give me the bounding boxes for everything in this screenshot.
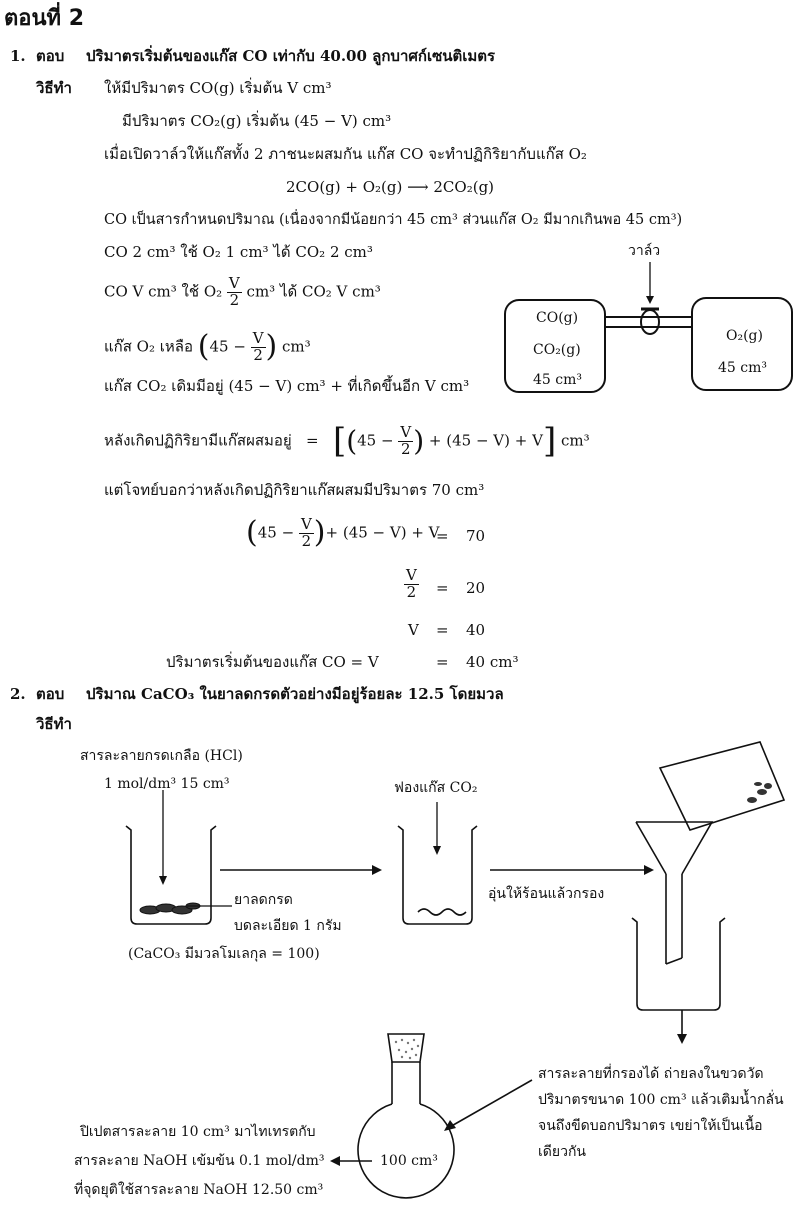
titration-line-2: สารละลาย NaOH เข้มข้น 0.1 mol/dm³ [74, 1153, 325, 1169]
q1-eq1-sign: = [436, 527, 449, 545]
arrow-step-3-head [677, 1034, 687, 1044]
arrow-step-4 [448, 1080, 532, 1128]
q1-line5: CO 2 cm³ ใช้ O₂ 1 cm³ ได้ CO₂ 2 cm³ [104, 243, 373, 261]
antacid-powder [140, 903, 200, 914]
bubbles-label: ฟองแก๊ส CO₂ [394, 780, 478, 796]
q1-method-label: วิธีทำ [36, 79, 72, 97]
filtrate-line-3: จนถึงขีดบอกปริมาตร เขย่าให้เป็นเนื้อ [538, 1118, 763, 1134]
q1-answer: ปริมาตรเริ่มต้นของแก๊ส CO เท่ากับ 40.00 ลูกบาศก์เซนติเมตร [86, 47, 496, 65]
bubbles-pointer-arrow [433, 846, 441, 855]
arrow-step-2-head [644, 865, 654, 875]
arrow-step-1-head [372, 865, 382, 875]
flask-stopper [388, 1034, 424, 1062]
right-vessel-label-2: 45 cm³ [718, 360, 767, 376]
filtrate-line-1: สารละลายที่กรองได้ ถ่ายลงในขวดวัด [538, 1066, 764, 1082]
valve-body [641, 310, 659, 334]
q1-answer-label: ตอบ [36, 47, 65, 65]
left-vessel-label-3: 45 cm³ [533, 372, 582, 388]
beaker-3 [632, 918, 725, 1010]
q1-line6: CO V cm³ ใช้ O₂ $\frac{V}{2}$ cm³ ได้ CO₂ V cm³ [104, 274, 381, 309]
fraction-v-over-2: $\frac{V}{2}$ [300, 515, 312, 550]
q1-final-value: 40 cm³ [466, 653, 519, 671]
filtrate-line-2: ปริมาตรขนาด 100 cm³ แล้วเติมน้ำกลั่น [538, 1092, 784, 1108]
titration-line-3: ที่จุดยุติใช้สารละลาย NaOH 12.50 cm³ [74, 1182, 324, 1198]
q1-line3: เมื่อเปิดวาล์วให้แก๊สทั้ง 2 ภาชนะผสมกัน แก๊ส CO จะทำปฏิกิริยากับแก๊ส O₂ [104, 145, 587, 163]
q1-eq3-value: 40 [466, 621, 486, 639]
left-vessel-label-2: CO₂(g) [533, 342, 581, 358]
q1-line4: CO เป็นสารกำหนดปริมาณ (เนื่องจากมีน้อยกว่า 45 cm³ ส่วนแก๊ส O₂ มีมากเกินพอ 45 cm³) [104, 212, 683, 228]
hcl-concentration: 1 mol/dm³ 15 cm³ [104, 776, 230, 792]
funnel-right [636, 822, 712, 874]
residue-wave [418, 909, 466, 915]
flask-volume-label: 100 cm³ [380, 1153, 438, 1169]
funnel-stem-tip [666, 958, 682, 964]
filtrate-line-4: เดียวกัน [538, 1144, 586, 1160]
antacid-label-3: (CaCO₃ มีมวลโมเลกุล = 100) [128, 946, 320, 962]
q1-line10: แต่โจทย์บอกว่าหลังเกิดปฏิกิริยาแก๊สผสมมีปริมาตร 70 cm³ [104, 481, 485, 499]
q1-line7: แก๊ส O₂ เหลือ (45 − $\frac{V}{2}$ ) cm³ [104, 329, 311, 364]
flask-bulb [358, 1104, 454, 1198]
q1-line2: มีปริมาตร CO₂(g) เริ่มต้น (45 − V) cm³ [122, 112, 392, 130]
valve-pointer-arrow [646, 296, 654, 304]
page-heading: ตอนที่ 2 [4, 6, 85, 31]
q1-line9: หลังเกิดปฏิกิริยามีแก๊สผสมอยู่ = [(45 − $\frac{V}{2}$ ) + (45 − V) + V] cm³ [104, 421, 590, 461]
q1-number: 1. [10, 47, 26, 65]
heat-filter-label: อุ่นให้ร้อนแล้วกรอง [488, 886, 605, 902]
valve-label: วาล์ว [628, 243, 661, 259]
fraction-v-over-2: $\frac{V}{2}$ [252, 329, 264, 364]
antacid-label-2: บดละเอียด 1 กรัม [234, 918, 342, 934]
q2-method-label: วิธีทำ [36, 715, 72, 733]
arrow-step-5-head [330, 1156, 340, 1166]
q1-final-sign: = [436, 653, 449, 671]
antacid-label-1: ยาลดกรด [234, 892, 293, 908]
fraction-v-over-2: $\frac{V}{2}$ [400, 423, 412, 459]
right-vessel-label-1: O₂(g) [726, 328, 763, 344]
pouring-residue [747, 782, 772, 803]
hcl-pointer-arrow [159, 876, 167, 885]
fraction-v-over-2: $\frac{V}{2}$ [406, 566, 417, 601]
funnel-left [636, 822, 666, 874]
q1-eq1-lhs: (45 − $\frac{V}{2}$ )+ (45 − V) + V [246, 515, 440, 550]
q2-answer-label: ตอบ [36, 685, 65, 703]
q1-line8: แก๊ส CO₂ เดิมมีอยู่ (45 − V) cm³ + ที่เกิดขึ้นอีก V cm³ [104, 377, 470, 395]
left-vessel-label-1: CO(g) [536, 310, 579, 326]
fraction-v-over-2: $\frac{V}{2}$ [228, 274, 240, 309]
q1-eq3-lhs: V [408, 621, 419, 639]
q2-number: 2. [10, 685, 26, 703]
q1-final-lhs: ปริมาตรเริ่มต้นของแก๊ส CO = V [166, 653, 379, 671]
hcl-label: สารละลายกรดเกลือ (HCl) [80, 748, 243, 764]
q1-eq3-sign: = [436, 621, 449, 639]
q2-answer: ปริมาณ CaCO₃ ในยาลดกรดตัวอย่างมีอยู่ร้อยละ 12.5 โดยมวล [86, 685, 504, 703]
q1-eq1-value: 70 [466, 527, 486, 545]
titration-line-1: ปิเปตสารละลาย 10 cm³ มาไทเทรตกับ [80, 1124, 316, 1140]
q1-reaction: 2CO(g) + O₂(g) ⟶ 2CO₂(g) [286, 178, 495, 196]
q1-eq2-sign: = [436, 579, 449, 597]
q1-line1: ให้มีปริมาตร CO(g) เริ่มต้น V cm³ [104, 79, 332, 97]
q1-eq2-value: 20 [466, 579, 486, 597]
stopper-shading [395, 1039, 419, 1059]
